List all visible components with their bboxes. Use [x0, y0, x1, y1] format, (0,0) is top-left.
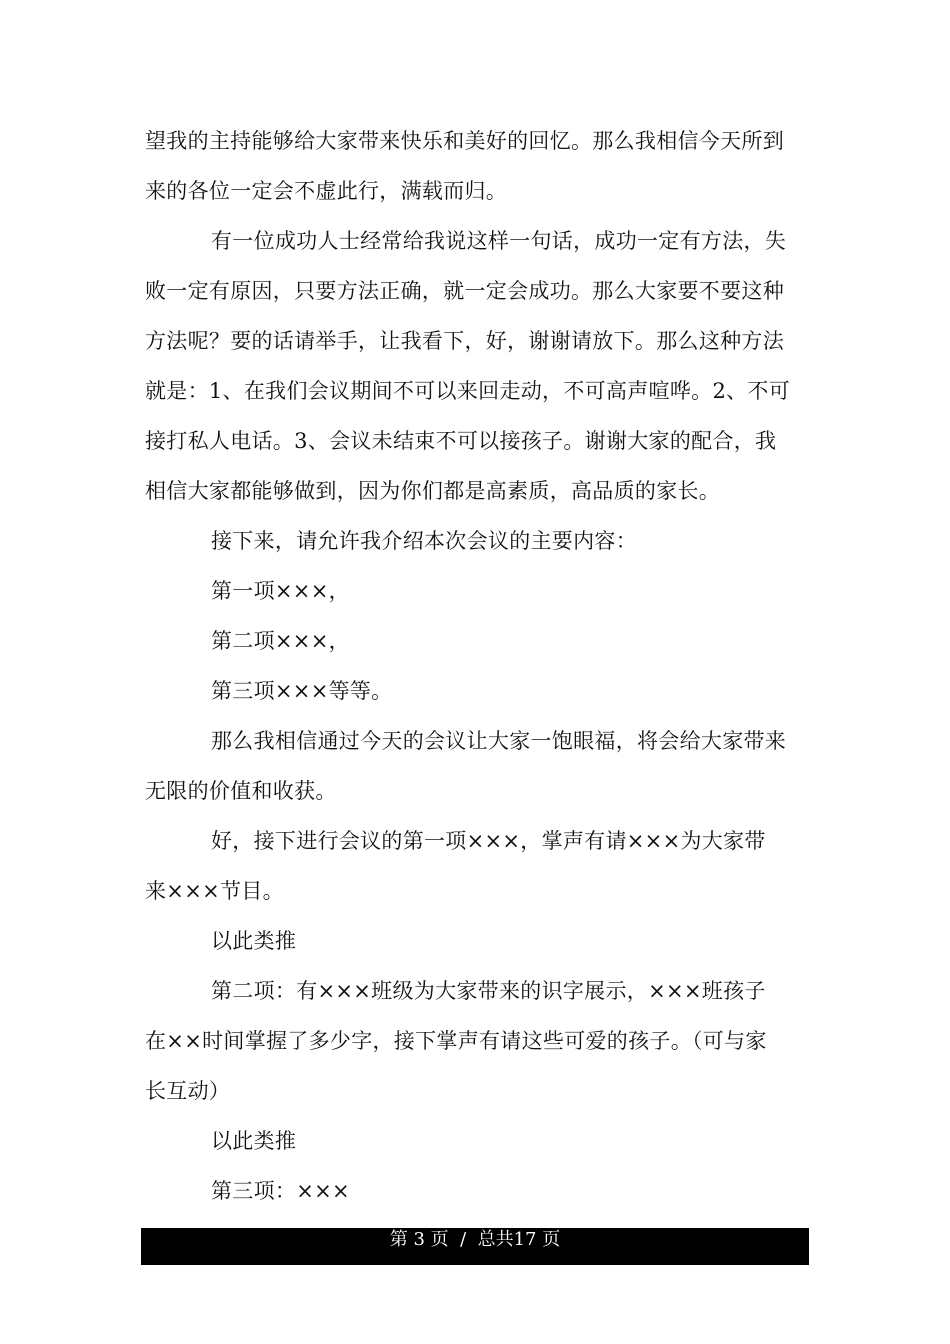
page-footer: [141, 1228, 809, 1265]
text-line: 相信大家都能够做到，因为你们都是高素质，高品质的家长。: [145, 479, 721, 503]
text-line: 接打私人电话。3、会议未结束不可以接孩子。谢谢大家的配合，我: [145, 429, 777, 453]
text-line: 有一位成功人士经常给我说这样一句话，成功一定有方法，失: [211, 229, 787, 253]
text-line: 那么我相信通过今天的会议让大家一饱眼福，将会给大家带来: [211, 729, 787, 753]
text-line: 第二项×××，: [211, 629, 350, 653]
text-line: 好，接下进行会议的第一项×××，掌声有请×××为大家带: [211, 829, 766, 853]
text-line: 败一定有原因，只要方法正确，就一定会成功。那么大家要不要这种: [145, 279, 784, 303]
text-line: 望我的主持能够给大家带来快乐和美好的回忆。那么我相信今天所到: [145, 129, 784, 153]
text-line: 第三项×××等等。: [211, 679, 393, 703]
text-line: 长互动）: [145, 1079, 231, 1103]
text-line: 接下来，请允许我介绍本次会议的主要内容：: [211, 529, 637, 553]
text-line: 方法呢？要的话请举手，让我看下，好，谢谢请放下。那么这种方法: [145, 329, 784, 353]
text-line: 就是：1、在我们会议期间不可以来回走动，不可高声喧哗。2、不可: [145, 379, 791, 403]
text-line: 第二项：有×××班级为大家带来的识字展示，×××班孩子: [211, 979, 766, 1003]
text-line: 以此类推: [211, 929, 297, 953]
text-line: 第一项×××，: [211, 579, 350, 603]
text-line: 在××时间掌握了多少字，接下掌声有请这些可爱的孩子。（可与家: [145, 1029, 767, 1053]
text-line: 第三项：×××: [211, 1179, 350, 1203]
text-line: 以此类推: [211, 1129, 297, 1153]
text-line: 来的各位一定会不虚此行，满载而归。: [145, 179, 508, 203]
text-line: 来×××节目。: [145, 879, 284, 903]
page-number-label: 第 3 页 / 总共17 页: [389, 1229, 561, 1250]
body-text: [145, 116, 810, 1216]
text-line: 无限的价值和收获。: [145, 779, 337, 803]
